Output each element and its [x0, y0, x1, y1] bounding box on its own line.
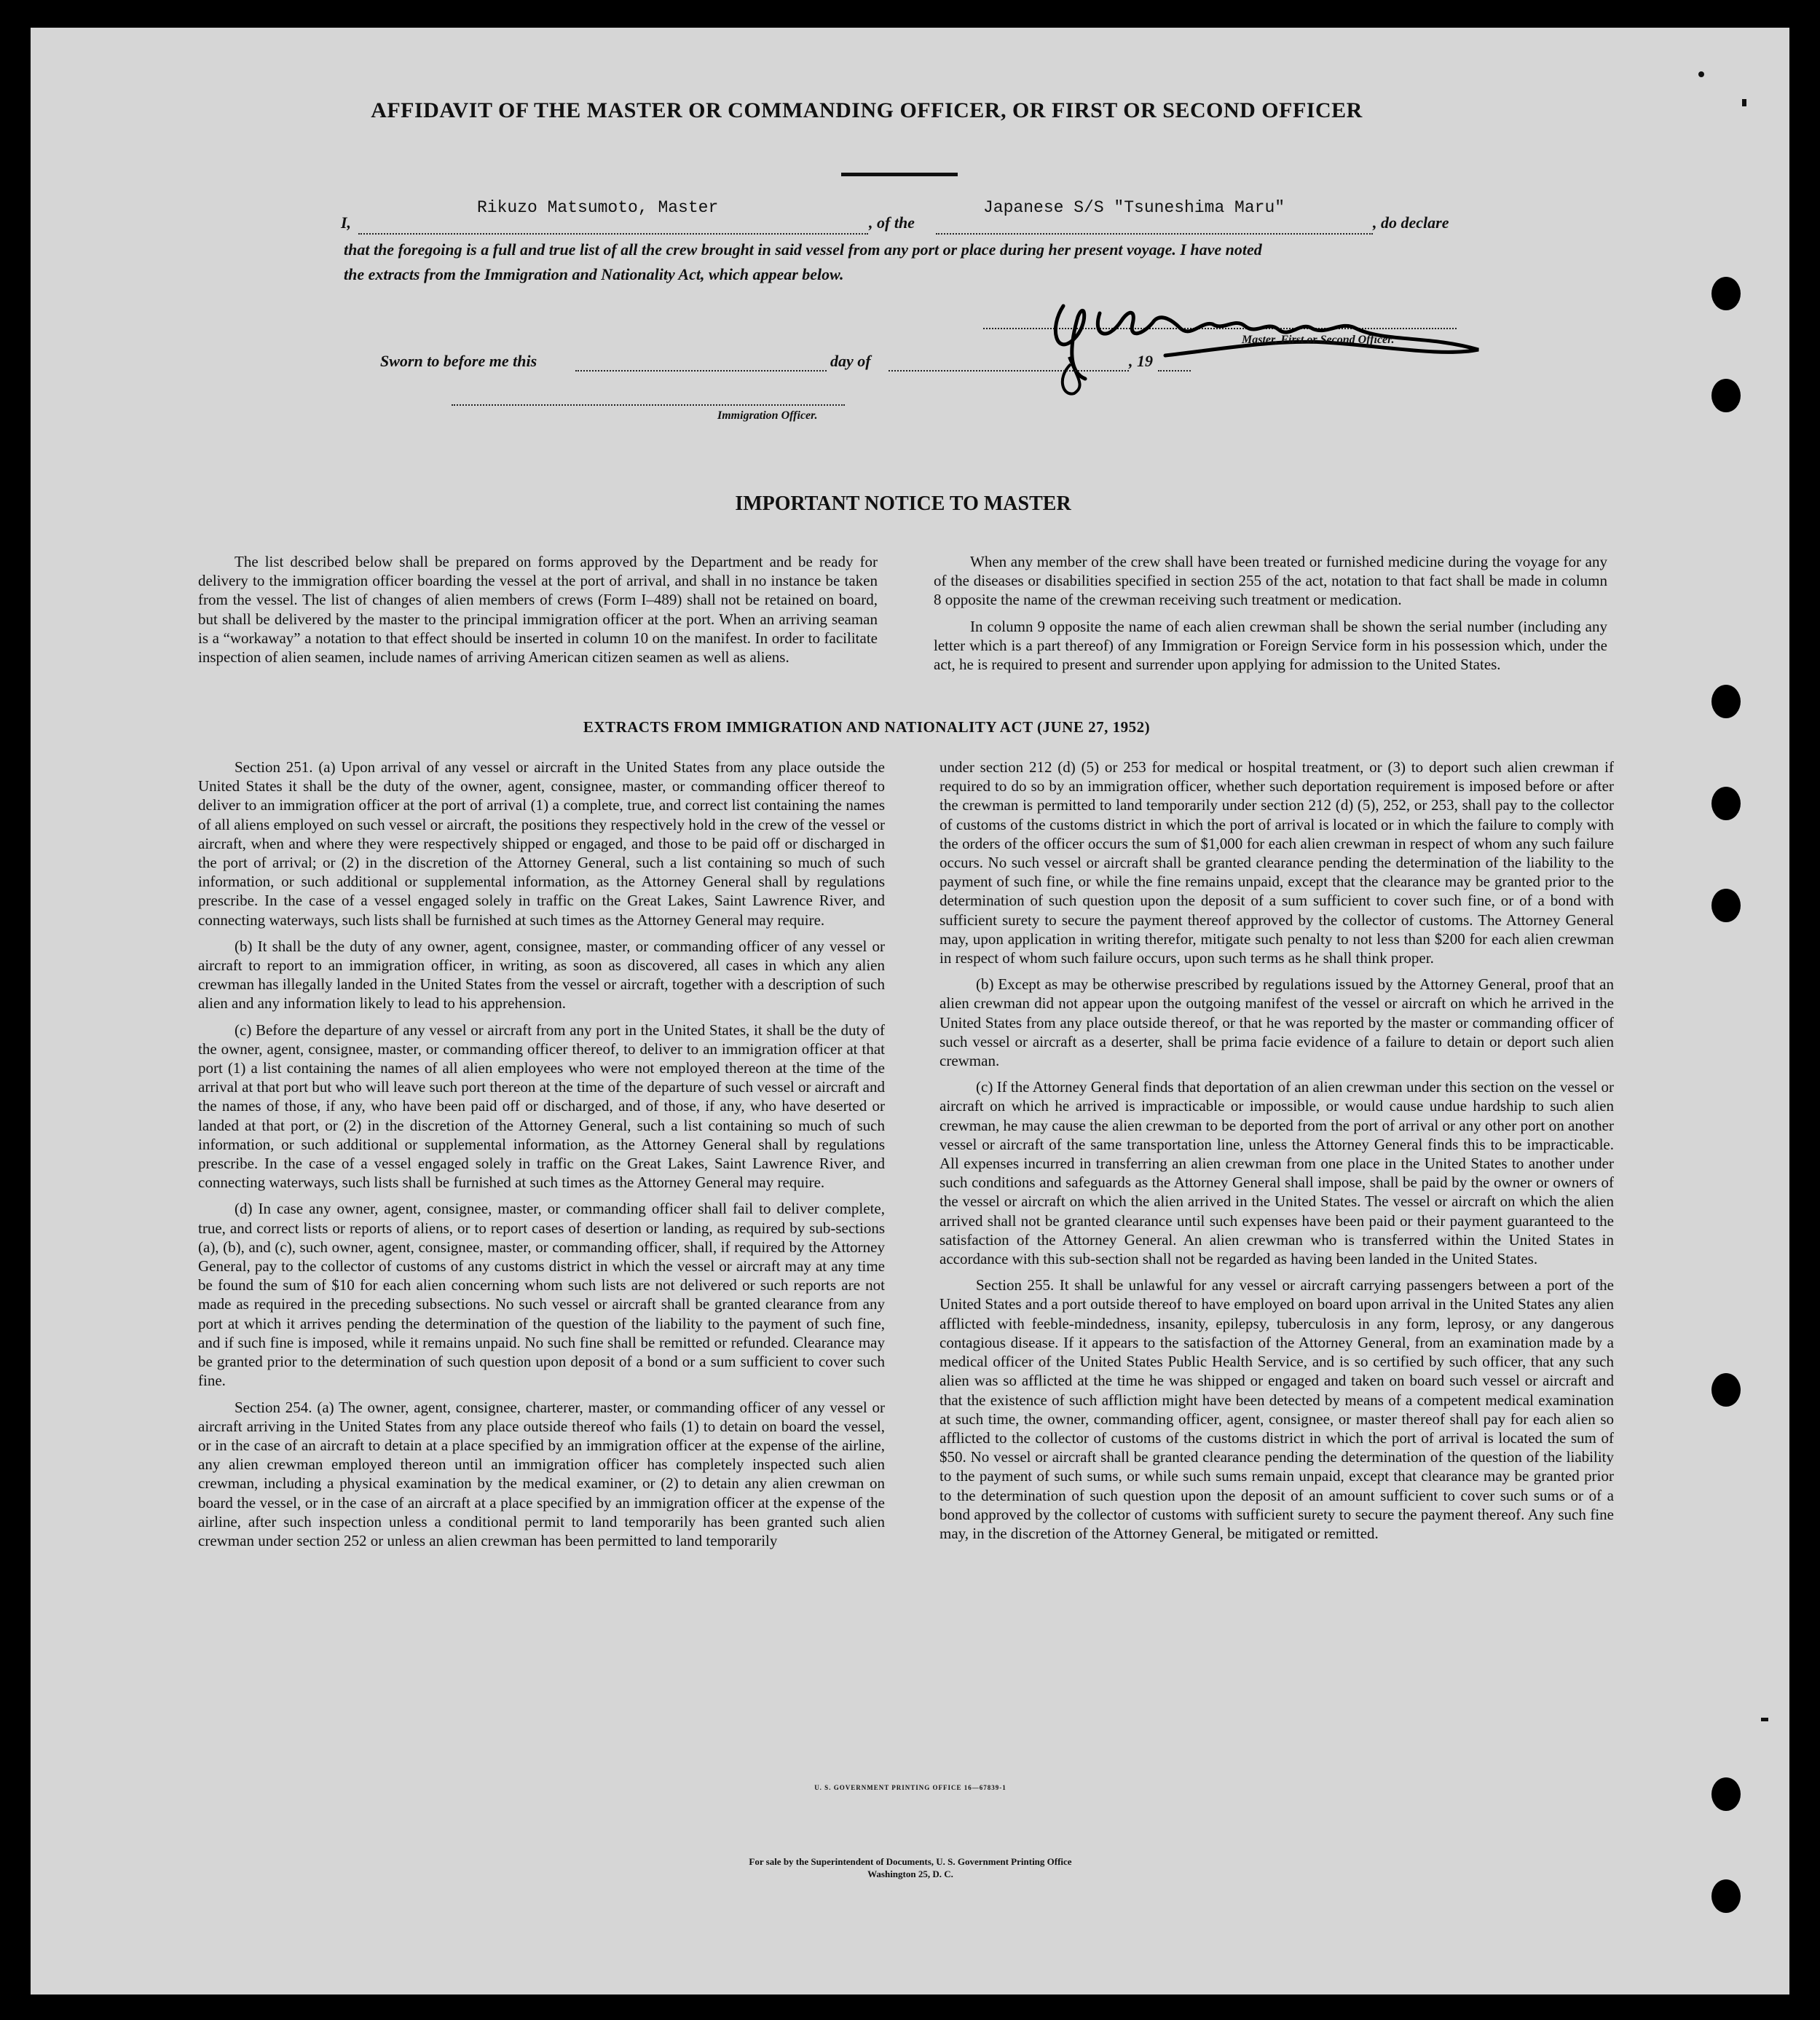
- notice-right-paragraph-1: When any member of the crew shall have been treated or furnished medicine during the voyage for any of the diseases or disabilities specified in section 255 of the act, notation to that fact shall be made in column 8 opposite the name of the crewman receiving such treatment or medication.: [934, 553, 1607, 609]
- extracts-right-column: [939, 758, 1614, 1550]
- gpo-imprint: U. S. GOVERNMENT PRINTING OFFICE 16—67839-1: [814, 1784, 1006, 1791]
- punch-hole: [1711, 889, 1741, 922]
- scan-speck: [1698, 71, 1704, 77]
- section-254-a-continued: under section 212 (d) (5) or 253 for medical or hospital treatment, or (3) to deport such alien crewman if required to do so by an immigration officer, whether such deportation requirement is imposed before or after the crewman is permitted to land temporarily under section 212 (d) (5), 252, or 253, shall pay to the collector of customs of the customs district in which the port of arrival is located or in which the failure to comply with the orders of the officer occurs the sum of $1,000 for each alien crewman in respect of whom any such failure occurs. No such vessel or aircraft shall be granted clearance pending the determination of the liability to the payment of such fine, or while the fine remains unpaid, except that the clearance may be granted prior to the determination of such question upon the deposit of a sum sufficient to cover such fine, or of a bond with sufficient surety to secure the payment thereof approved by the collector of customs. The Attorney General may, upon application in writing therefor, mitigate such penalty to not less than $200 for each alien crewman in respect of whom such failure occurs, upon such terms as he shall think proper.: [939, 758, 1614, 967]
- notice-title: IMPORTANT NOTICE TO MASTER: [735, 492, 1071, 515]
- year-label: , 19: [1129, 352, 1153, 370]
- declaration-line-2: the extracts from the Immigration and Nationality Act, which appear below.: [344, 265, 844, 283]
- master-name-field: Rikuzo Matsumoto, Master: [477, 198, 719, 217]
- of-the-label: , of the: [869, 213, 915, 232]
- section-255: Section 255. It shall be unlawful for any vessel or aircraft carrying passengers between a port of the United States and a port outside thereof to have employed on board upon arrival in the United States any alien afflicted with feeble-mindedness, insanity, epilepsy, tuberculosis in any form, leprosy, or any dangerous contagious disease. If it appears to the satisfaction of the Attorney General, from an examination made by a medical officer of the United States Public Health Service, and is so certified by such officer, that any such alien was so afflicted at the time he was shipped or engaged and taken on board such vessel or aircraft and that the existence of such affliction might have been detected by means of a competent medical examination at such time, the owner, commanding officer, agent, consignee, or master thereof shall pay for each alien so afflicted to the collector of customs of the customs district in which the port of arrival is located the sum of $50. No vessel or aircraft shall be granted clearance pending the determination of the question of the liability to the payment of such sums, or while such sums remain unpaid, except that clearance may be granted prior to the determination of such question upon the deposit of an amount sufficient to cover such sums or of a bond approved by the collector of customs with sufficient surety to secure the payment thereof. Any such fine may, in the discretion of the Attorney General, be mitigated or remitted.: [939, 1276, 1614, 1542]
- day-of-label: day of: [830, 352, 871, 370]
- declaration-line-1: that the foregoing is a full and true list of all the crew brought in said vessel from any port or place during her present voyage. I have noted: [344, 240, 1262, 259]
- i-label: I,: [341, 213, 352, 232]
- affidavit-title: AFFIDAVIT OF THE MASTER OR COMMANDING OFFICER, OR FIRST OR SECOND OFFICER: [371, 98, 1363, 122]
- title-rule: [841, 173, 958, 176]
- sale-line-2: Washington 25, D. C.: [867, 1868, 953, 1879]
- extracts-left-column: [198, 758, 885, 1557]
- notice-left-paragraph: The list described below shall be prepared on forms approved by the Department and be ready for delivery to the immigration officer boarding the vessel at the port of arrival, and shall in no instance be taken from the vessel. The list of changes of alien members of crews (Form I–489) shall not be retained on board, but shall be delivered by the master to the principal immigration officer at the port. When an arriving seaman is a “workaway” a notation to that effect should be inserted in column 10 on the manifest. In order to facilitate inspection of alien seamen, include names of arriving American citizen seamen as well as aliens.: [198, 553, 878, 667]
- section-251-b: (b) It shall be the duty of any owner, agent, consignee, master, or commanding officer of any vessel or aircraft to report to an immigration officer, in writing, as soon as discovered, all cases in which any alien crewman has illegally landed in the United States from the vessel or aircraft, together with a description of such alien and any information likely to lead to his apprehension.: [198, 937, 885, 1013]
- scan-speck: [1761, 1718, 1768, 1721]
- section-251-d: (d) In case any owner, agent, consignee, master, or commanding officer shall fail to deliver complete, true, and correct lists or reports of aliens, or to report cases of desertion or landing, as required by sub-sections (a), (b), and (c), such owner, agent, consignee, master, or commanding officer, shall, if required by the Attorney General, pay to the collector of customs of any customs district in which the vessel or aircraft may at any time be found the sum of $10 for each alien concerning whom such lists are not delivered or such reports are not made as required in the preceding subsections. No such vessel or aircraft shall be granted clearance from any port at which it arrives pending the determination of the question of the liability to the payment of such fine, and if such fine is imposed, while it remains unpaid. No such fine shall be remitted or refunded. Clearance may be granted prior to the determination of such question upon deposit of a bond or a sum sufficient to cover such fine.: [198, 1200, 885, 1390]
- notice-right-column: [934, 552, 1607, 681]
- punch-hole: [1711, 1777, 1741, 1811]
- punch-hole: [1711, 685, 1741, 718]
- section-254-a: Section 254. (a) The owner, agent, consignee, charterer, master, or commanding officer of any vessel or aircraft arriving in the United States from any place outside thereof who fails (1) to detain on board the vessel, or in the case of an aircraft to detain at a place specified by an immigration officer at the expense of the airline, any alien crewman employed thereon until an immigration officer has completely inspected such alien crewman, including a physical examination by the medical examiner, or (2) to detain any alien crewman on board the vessel, or in the case of an aircraft at a place specified by an immigration officer at the expense of the airline, after such inspection unless a conditional permit to land temporarily has been granted such alien crewman under section 252 or unless an alien crewman has been permitted to land temporarily: [198, 1398, 885, 1549]
- sworn-year-line: [1158, 351, 1191, 372]
- extracts-title: EXTRACTS FROM IMMIGRATION AND NATIONALITY ACT (JUNE 27, 1952): [583, 718, 1151, 736]
- punch-hole: [1711, 1373, 1741, 1407]
- signature-caption: Master, First or Second Officer.: [1242, 334, 1395, 346]
- section-251-a: Section 251. (a) Upon arrival of any vessel or aircraft in the United States from any place outside the United States it shall be the duty of the owner, agent, consignee, master, or commanding officer thereof to deliver to an immigration officer at the port of arrival (1) a complete, true, and correct list containing the names of all aliens employed on such vessel or aircraft, the positions they respectively hold in the crew of the vessel or aircraft, when and where they were respectively shipped or engaged, and those to be paid off or discharged in the port of arrival; or (2) in the discretion of the Attorney General, such a list containing so much of such information, or such additional or supplemental information, as the Attorney General shall by regulations prescribe. In the case of a vessel engaged solely in traffic on the Great Lakes, Saint Lawrence River, and connecting waterways, such lists shall be furnished at such times as the Attorney General may require.: [198, 758, 885, 929]
- do-declare-label: , do declare: [1373, 213, 1449, 232]
- sale-notice: [510, 1855, 1311, 1880]
- sale-line-1: For sale by the Superintendent of Documents, U. S. Government Printing Office: [749, 1856, 1072, 1867]
- vessel-name-field: Japanese S/S "Tsuneshima Maru": [983, 198, 1285, 217]
- scan-speck: [1742, 99, 1746, 106]
- punch-hole: [1711, 379, 1741, 412]
- section-254-b: (b) Except as may be otherwise prescribed by regulations issued by the Attorney General, proof that an alien crewman did not appear upon the outgoing manifest of the vessel or aircraft on which he arrived in the United States from any place outside thereof, or that he was reported by the master or commanding officer of such vessel or aircraft as a deserter, shall be prima facie evidence of a failure to detain or deport such alien crewman.: [939, 975, 1614, 1070]
- punch-hole: [1711, 277, 1741, 310]
- section-251-c: (c) Before the departure of any vessel or aircraft from any port in the United States, it shall be the duty of the owner, agent, consignee, master, or commanding officer thereof, to deliver to an immigration officer at that port (1) a list containing the names of all alien employees who were not employed thereon at the time of the arrival at that port but who will leave such port thereon at the time of the departure of such vessel or aircraft and the names of those, if any, who have been paid off or discharged, and of those, if any, who have deserted or landed at that port, or (2) in the discretion of the Attorney General, such a list containing so much of such information, or such additional or supplemental information, as the Attorney General shall by regulations prescribe. In the case of a vessel engaged solely in traffic on the Great Lakes, Saint Lawrence River, and connecting waterways, such lists shall be furnished at such times as the Attorney General may require.: [198, 1021, 885, 1192]
- notice-right-paragraph-2: In column 9 opposite the name of each alien crewman shall be shown the serial number (including any letter which is a part thereof) of any Immigration or Foreign Service form in his possession which, under the act, he is required to present and surrender upon applying for admission to the United States.: [934, 617, 1607, 674]
- officer-signature-line: [452, 390, 845, 406]
- sworn-day-line: [575, 351, 827, 372]
- punch-hole: [1711, 1879, 1741, 1913]
- sworn-month-line: [889, 351, 1129, 372]
- notice-left-column: [198, 552, 878, 674]
- sworn-label: Sworn to before me this: [380, 352, 537, 370]
- officer-caption: Immigration Officer.: [717, 409, 818, 422]
- punch-hole: [1711, 787, 1741, 820]
- section-254-c: (c) If the Attorney General finds that deportation of an alien crewman under this section on the vessel or aircraft on which he arrived is impracticable or impossible, or would cause undue hardship to such alien crewman, he may cause the alien crewman to be deported from the port of arrival or any other port on another vessel or aircraft of the same transportation line, unless the Attorney General finds this to be impracticable. All expenses incurred in transferring an alien crewman from one place in the United States to another under such conditions and safeguards as the Attorney General shall impose, shall be paid by the owner or owners of the vessel or aircraft on which the alien arrived in the United States. The vessel or aircraft on which the alien arrived shall not be granted clearance until such expenses have been paid or their payment guaranteed to the satisfaction of the Attorney General. An alien crewman who is transferred within the United States in accordance with this sub-section shall not be regarded as having been landed in the United States.: [939, 1078, 1614, 1268]
